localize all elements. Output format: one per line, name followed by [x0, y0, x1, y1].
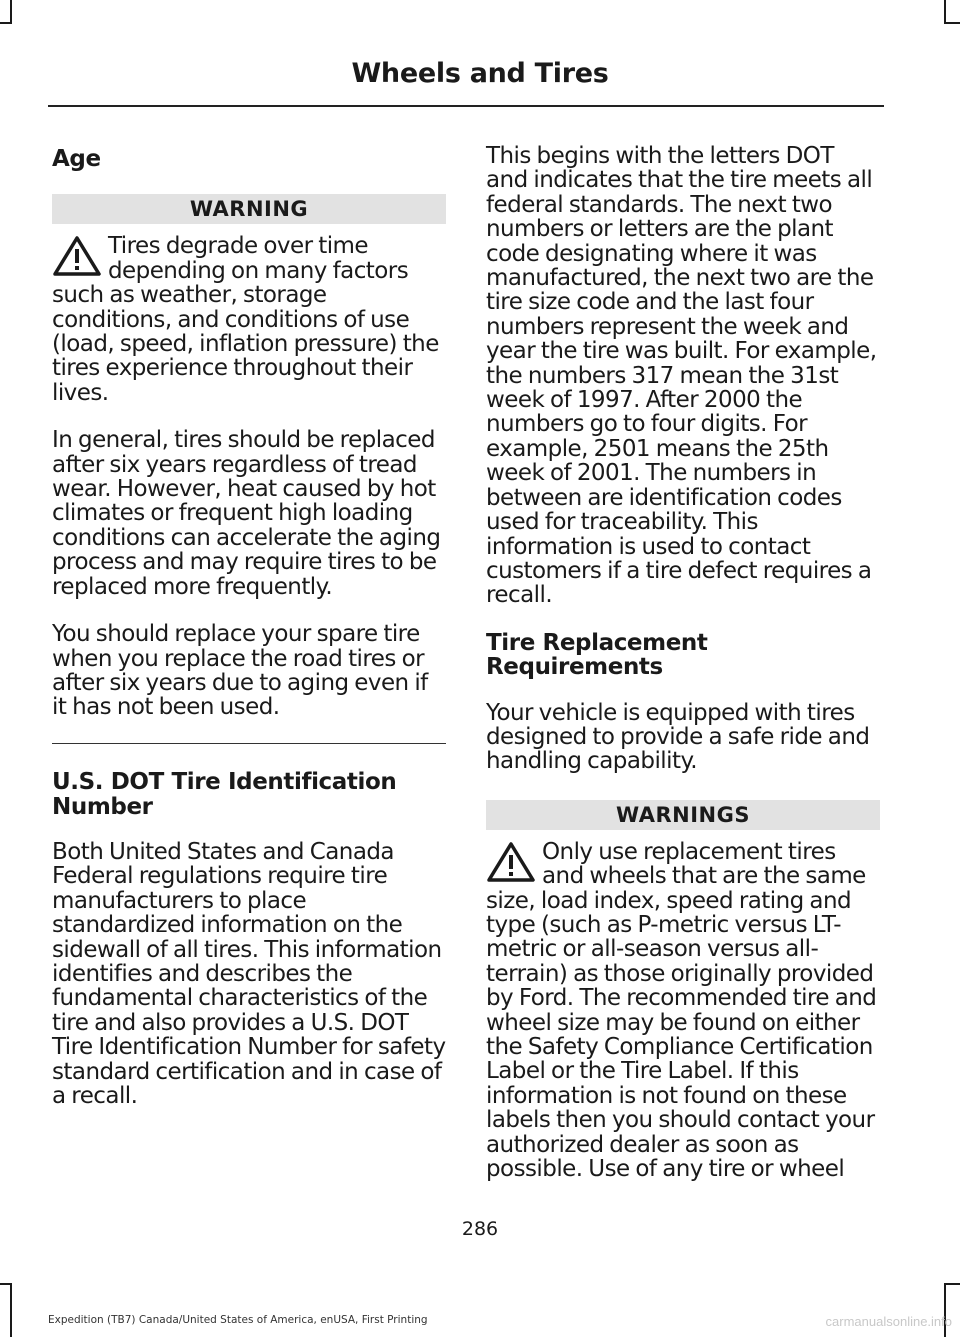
right-column: [486, 144, 880, 1204]
paragraph: In general, tires should be replaced after six years regardless of tread wear. However, heat caused by hot climates or frequent high loading conditions can accelerate the aging process and may require tires to be replaced more frequently.: [52, 427, 441, 600]
crop-mark: [944, 22, 960, 24]
page-title: Wheels and Tires: [351, 58, 609, 89]
warning-block: [486, 840, 880, 1182]
warning-block: [52, 234, 446, 405]
crop-mark: [944, 0, 946, 24]
paragraph: Your vehicle is equipped with tires designed to provide a safe ride and handling capability.: [486, 699, 870, 775]
watermark: carmanualsonline.info: [825, 1314, 952, 1329]
warning-triangle-icon: [52, 235, 102, 277]
paragraph: You should replace your spare tire when you replace the road tires or after six years due to aging even if it has not been used.: [52, 621, 428, 721]
replacement-heading: Tire Replacement Requirements: [486, 629, 708, 681]
page-number: 286: [461, 1218, 499, 1240]
crop-mark: [0, 22, 12, 24]
warnings-bar: WARNINGS: [486, 800, 880, 830]
warning-text: Tires degrade over time depending on many factors such as weather, storage conditions, and conditions of use (load, speed, inflation pressure) the tires experience throughout their lives.: [52, 233, 439, 406]
publication-info: Expedition (TB7) Canada/United States of America, enUSA, First Printing: [48, 1314, 428, 1326]
crop-mark: [0, 1283, 12, 1285]
crop-mark: [10, 0, 12, 24]
warning-triangle-icon: [486, 841, 536, 883]
paragraph: This begins with the letters DOT and indicates that the tire meets all federal standards. The next two numbers or letters are the plant code designating where it was manufactured, the next two are the tire size code and the last four numbers represent the week and year the tire was built. For example, the numbers 317 mean the 31st week of 1997. After 2000 the numbers go to four digits. For example, 2501 means the 25th week of 2001. The numbers in between are identification codes used for traceability. This information is used to contact customers if a tire defect requires a recall.: [486, 143, 877, 609]
header-divider: [48, 105, 884, 107]
age-heading: Age: [52, 146, 101, 172]
dot-heading: U.S. DOT Tire Identification Number: [52, 769, 397, 820]
left-column: [52, 144, 446, 1132]
crop-mark: [944, 1283, 960, 1285]
warning-text: Only use replacement tires and wheels that are the same size, load index, speed rating and type (such as P-metric versus LT-metric or all-season versus all-terrain) as those originally provided by Ford. The recommended tire and wheel size may be found on either the Safety Compliance Certification Label or the Tire Label. If this information is not found on these labels then you should contact your authorized dealer as soon as possible. Use of any tire or wheel: [486, 838, 877, 1183]
paragraph: Both United States and Canada Federal regulations require tire manufacturers to place standardized information on the sidewall of all tires. This information identifies and describes the fundamental characteristics of the tire and also provides a U.S. DOT Tire Identification Number for safety standard certification and in case of a recall.: [52, 839, 446, 1110]
section-divider: [52, 743, 446, 745]
warning-bar: WARNING: [52, 194, 446, 224]
crop-mark: [10, 1283, 12, 1337]
